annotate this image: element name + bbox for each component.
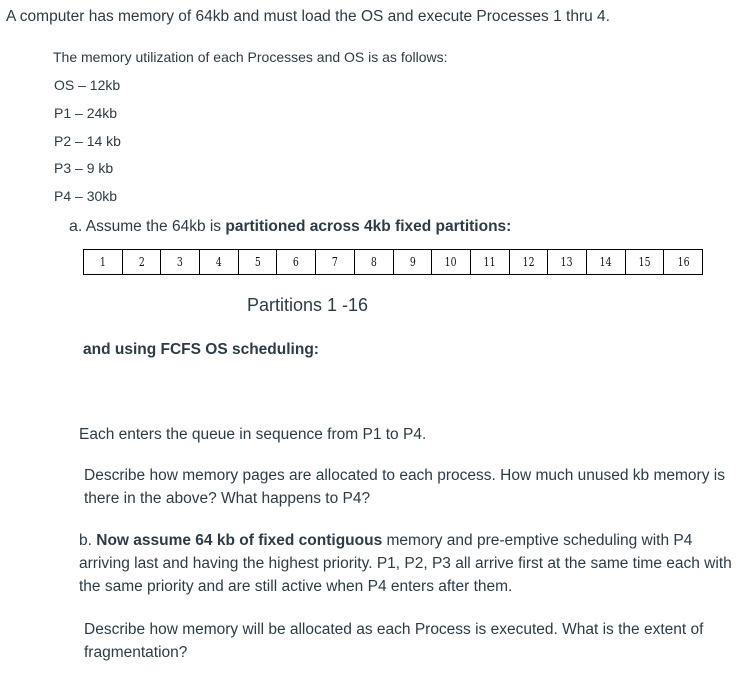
memory-item-p3: P3 – 9 kb [54,160,114,176]
part-b-bold: Now assume 64 kb of fixed contiguous [96,532,383,549]
partition-cell: 14 [587,250,626,274]
partition-cell: 7 [316,250,355,274]
partition-cell: 9 [394,250,433,274]
part-b-rest: memory and pre-emptive scheduling with P4 arriving last and having the highest priority. P1, P2, P3 all arrive first at the same time each with the same priority and are still active when P4 enters after them. [79,532,732,595]
memory-item-os: OS – 12kb [54,77,121,93]
fcfs-label: and using FCFS OS scheduling: [83,341,319,358]
part-a-bold: partitioned across 4kb fixed partitions: [225,218,512,235]
partitions-caption: Partitions 1 -16 [247,295,369,315]
partition-cell: 10 [432,250,471,274]
part-b-letter: b. [79,532,92,549]
partition-cell: 2 [123,250,162,274]
partition-cell: 11 [471,250,510,274]
question-a: Describe how memory pages are allocated to each process. How much unused kb memory is there in the above? What happens to P4? [84,467,725,507]
part-a-letter: a. [69,218,83,235]
part-a-heading [69,218,511,236]
partition-cell: 8 [355,250,394,274]
partition-cell: 13 [548,250,587,274]
intro-text: A computer has memory of 64kb and must load the OS and execute Processes 1 thru 4. [6,8,610,25]
partition-cell: 3 [161,250,200,274]
utilization-intro: The memory utilization of each Processes and OS is as follows: [53,49,448,65]
queue-text: Each enters the queue in sequence from P1 to P4. [79,426,427,443]
partition-cell: 5 [239,250,278,274]
partition-cell: 4 [200,250,239,274]
question-b: Describe how memory will be allocated as each Process is executed. What is the extent of fragmentation? [84,621,704,661]
partition-cell: 6 [277,250,316,274]
partition-cell: 12 [510,250,549,274]
part-a-lead: Assume the 64kb is [85,218,226,235]
memory-item-p1: P1 – 24kb [54,105,118,121]
memory-item-p2: P2 – 14 kb [54,133,121,149]
memory-item-p4: P4 – 30kb [54,188,118,204]
partition-cell: 15 [626,250,665,274]
part-b-paragraph [79,529,739,598]
partition-table [83,249,703,275]
partition-cell: 16 [677,255,690,269]
partition-cell: 1 [84,250,123,274]
